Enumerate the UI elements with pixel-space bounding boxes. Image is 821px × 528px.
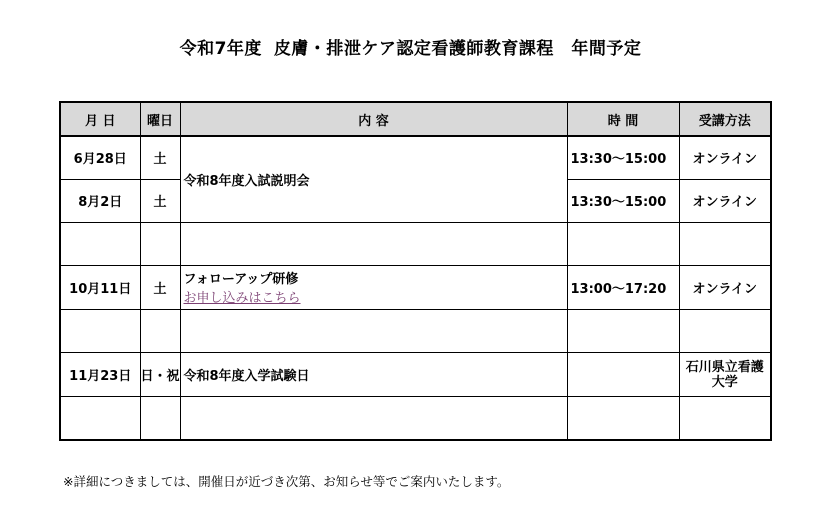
title-course: 皮膚・排泄ケア認定看護師教育課程 年間予定	[273, 39, 642, 59]
row-weekday: 土	[140, 136, 180, 179]
event-name: フォローアップ研修	[183, 272, 299, 288]
row-date: 6月28日	[60, 136, 140, 179]
row-content	[180, 222, 567, 265]
row-method: オンライン	[679, 179, 771, 222]
table-row	[60, 353, 771, 397]
table-row	[60, 136, 771, 179]
table-row	[60, 310, 771, 353]
header-method: 受講方法	[679, 102, 771, 136]
row-date	[60, 310, 140, 353]
apply-link[interactable]: お申し込みはこちら	[183, 291, 301, 307]
row-content: 令和8年度入学試験日	[180, 353, 567, 397]
row-method	[679, 222, 771, 265]
footnote: ※詳細につきましては、開催日が近づき次第、お知らせ等でご案内いたします。	[63, 474, 510, 489]
row-content	[180, 397, 567, 440]
row-time	[567, 353, 679, 397]
row-content	[180, 265, 567, 309]
row-method: 石川県立看護大学	[679, 353, 771, 397]
row-method: オンライン	[679, 265, 771, 309]
row-date: 11月23日	[60, 353, 140, 397]
row-date	[60, 222, 140, 265]
header-content: 内 容	[180, 102, 567, 136]
row-weekday	[140, 397, 180, 440]
row-content	[180, 310, 567, 353]
row-method	[679, 310, 771, 353]
table-row	[60, 397, 771, 440]
row-time: 13:00～17:20	[567, 265, 679, 309]
row-time	[567, 397, 679, 440]
header-date: 月 日	[60, 102, 140, 136]
header-weekday: 曜日	[140, 102, 180, 136]
row-weekday: 土	[140, 179, 180, 222]
row-content-merged: 令和8年度入試説明会	[180, 136, 567, 222]
table-row	[60, 265, 771, 309]
row-time	[567, 222, 679, 265]
table-header-row	[60, 102, 771, 136]
table-row	[60, 222, 771, 265]
row-time	[567, 310, 679, 353]
row-weekday	[140, 222, 180, 265]
row-time: 13:30～15:00	[567, 179, 679, 222]
row-time: 13:30～15:00	[567, 136, 679, 179]
title-year: 令和7年度	[179, 39, 262, 59]
row-weekday	[140, 310, 180, 353]
row-method: オンライン	[679, 136, 771, 179]
row-date	[60, 397, 140, 440]
page-title	[0, 34, 821, 59]
schedule-table	[59, 101, 772, 441]
header-time: 時 間	[567, 102, 679, 136]
row-weekday: 土	[140, 265, 180, 309]
row-date: 10月11日	[60, 265, 140, 309]
row-method	[679, 397, 771, 440]
row-date: 8月2日	[60, 179, 140, 222]
row-weekday: 日・祝	[140, 353, 180, 397]
